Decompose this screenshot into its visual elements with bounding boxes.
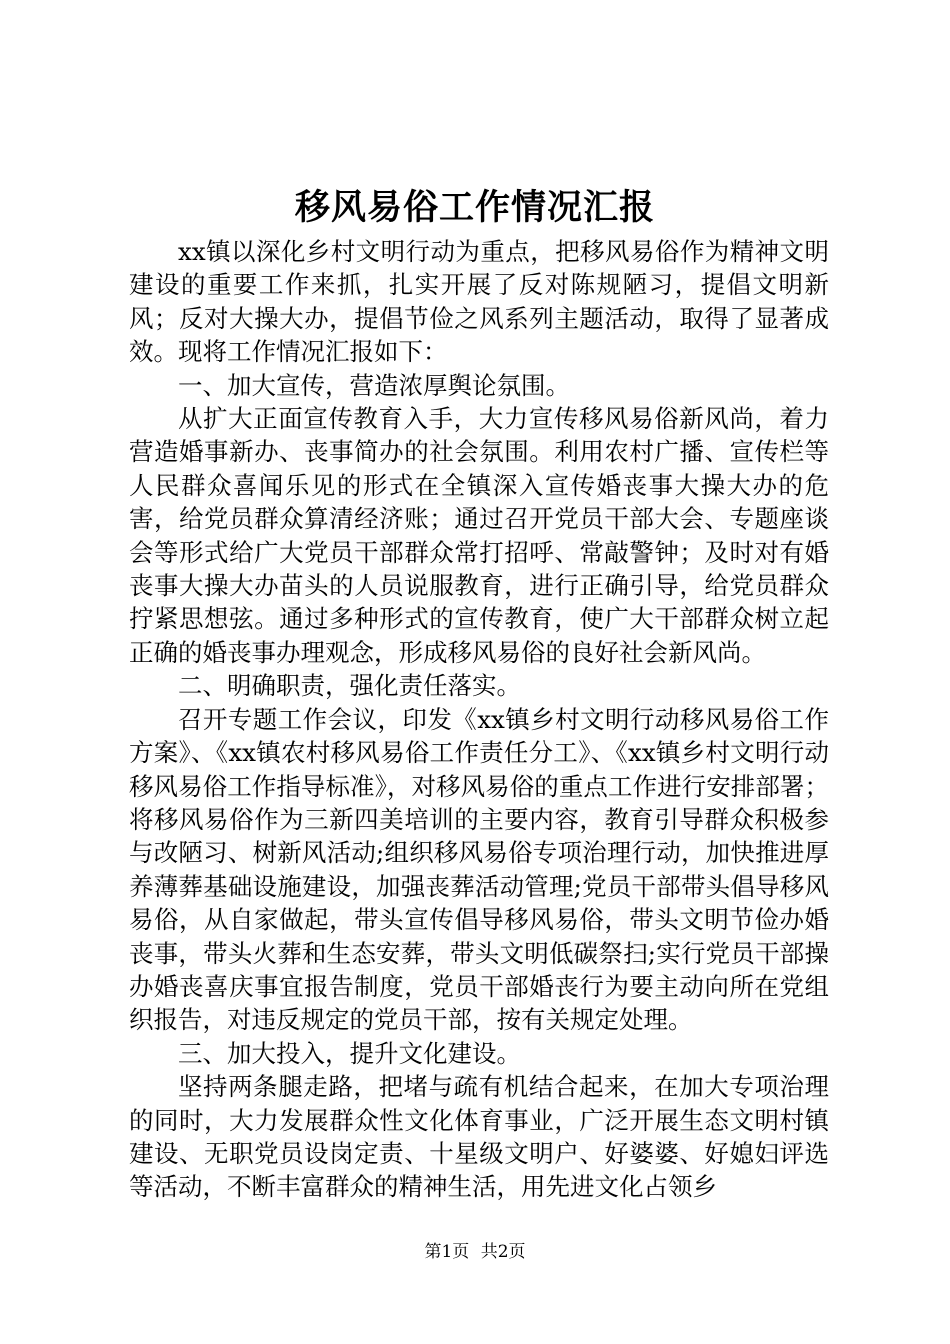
section-heading-2: 二、明确职责，强化责任落实。 <box>178 671 521 701</box>
page-number: 第1页 <box>424 1242 470 1262</box>
page-total: 共2页 <box>480 1242 526 1262</box>
section-heading-1: 一、加大宣传，营造浓厚舆论氛围。 <box>178 370 570 400</box>
paragraph-intro: xx镇以深化乡村文明行动为重点，把移风易俗作为精神文明建设的重要工作来抓，扎实开展了反对陈规陋习，提倡文明新风；反对大操大办，提倡节俭之风系列主题活动，取得了显著成效。现将工作情况汇报如下： <box>129 237 829 367</box>
paragraph-section-1: 从扩大正面宣传教育入手，大力宣传移风易俗新风尚，着力营造婚事新办、丧事简办的社会氛围。利用农村广播、宣传栏等人民群众喜闻乐见的形式在全镇深入宣传婚丧事大操大办的危害，给党员群众算清经济账；通过召开党员干部大会、专题座谈会等形式给广大党员干部群众常打招呼、常敲警钟；及时对有婚丧事大操大办苗头的人员说服教育，进行正确引导，给党员群众拧紧思想弦。通过多种形式的宣传教育，使广大干部群众树立起正确的婚丧事办理观念，形成移风易俗的良好社会新风尚。 <box>129 404 829 667</box>
paragraph-section-2: 召开专题工作会议，印发《xx镇乡村文明行动移风易俗工作方案》、《xx镇农村移风易俗工作责任分工》、《xx镇乡村文明行动移风易俗工作指导标准》，对移风易俗的重点工作进行安排部署；将移风易俗作为三新四美培训的主要内容，教育引导群众积极参与改陋习、树新风活动;组织移风易俗专项治理行动，加快推进厚养薄葬基础设施建设，加强丧葬活动管理;党员干部带头倡导移风易俗，从自家做起，带头宣传倡导移风易俗，带头文明节俭办婚丧事，带头火葬和生态安葬，带头文明低碳祭扫;实行党员干部操办婚丧喜庆事宜报告制度，党员干部婚丧行为要主动向所在党组织报告，对违反规定的党员干部，按有关规定处理。 <box>129 704 829 1035</box>
document-body <box>129 235 829 1204</box>
page-footer <box>0 1240 950 1264</box>
document-title: 移风易俗工作情况汇报 <box>294 187 655 228</box>
section-heading-3: 三、加大投入，提升文化建设。 <box>178 1038 521 1068</box>
paragraph-section-3: 坚持两条腿走路，把堵与疏有机结合起来，在加大专项治理的同时，大力发展群众性文化体育事业，广泛开展生态文明村镇建设、无职党员设岗定责、十星级文明户、好婆婆、好媳妇评选等活动，不断丰富群众的精神生活，用先进文化占领乡 <box>129 1072 829 1202</box>
